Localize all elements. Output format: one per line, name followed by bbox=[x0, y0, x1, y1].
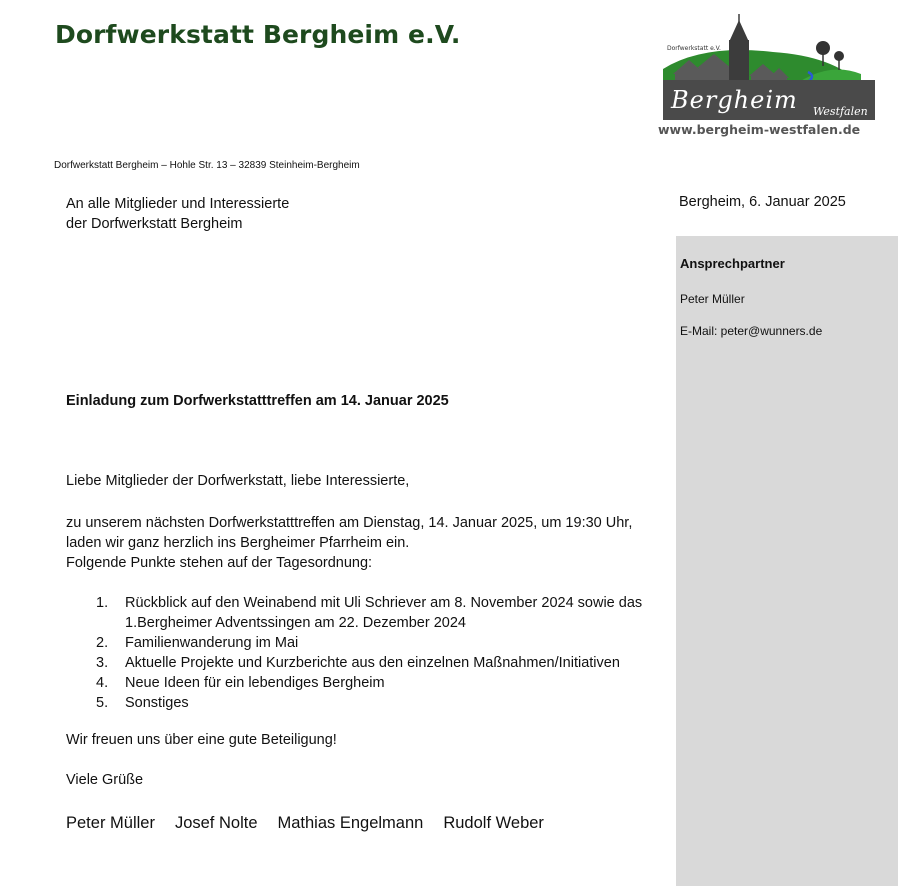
agenda-text: 1.Bergheimer Adventssingen am 22. Dezember 2024 bbox=[125, 615, 466, 631]
agenda-number: 4. bbox=[96, 675, 109, 691]
recipient-line: der Dorfwerkstatt Bergheim bbox=[66, 216, 243, 232]
agenda-number: 1. bbox=[96, 595, 109, 611]
logo-name-text: Bergheim bbox=[671, 86, 798, 114]
letter-date: Bergheim, 6. Januar 2025 bbox=[679, 194, 846, 210]
recipient-line: An alle Mitglieder und Interessierte bbox=[66, 196, 290, 212]
recipient-address bbox=[66, 194, 289, 234]
agenda-text: Aktuelle Projekte und Kurzberichte aus den einzelnen Maßnahmen/Initiativen bbox=[125, 655, 620, 671]
letter-intro bbox=[66, 513, 666, 573]
agenda-number: 5. bbox=[96, 695, 109, 711]
agenda-text: Familienwanderung im Mai bbox=[125, 635, 299, 651]
letter-regards: Viele Grüße bbox=[66, 772, 144, 788]
letter-closing: Wir freuen uns über eine gute Beteiligung! bbox=[66, 732, 337, 748]
agenda-item bbox=[66, 653, 666, 673]
organization-title: Dorfwerkstatt Bergheim e.V. bbox=[55, 20, 461, 49]
agenda-text: Rückblick auf den Weinabend mit Uli Schriever am 8. November 2024 sowie das bbox=[125, 595, 643, 611]
agenda-text: Neue Ideen für ein lebendiges Bergheim bbox=[125, 675, 385, 691]
intro-line: laden wir ganz herzlich ins Bergheimer Pfarrheim ein. bbox=[66, 535, 410, 551]
contact-email[interactable]: E-Mail: peter@wunners.de bbox=[680, 324, 823, 338]
logo-small-text: Dorfwerkstatt e.V. bbox=[667, 45, 721, 52]
agenda-item bbox=[66, 693, 666, 713]
bergheim-logo bbox=[663, 14, 875, 120]
intro-line: zu unserem nächsten Dorfwerkstatttreffen am Dienstag, 14. Januar 2025, um 19:30 Uhr, bbox=[66, 515, 633, 531]
signature-name: Peter Müller bbox=[66, 814, 155, 832]
signature-name: Mathias Engelmann bbox=[277, 814, 424, 832]
sender-address: Dorfwerkstatt Bergheim – Hohle Str. 13 – 32839 Steinheim-Bergheim bbox=[54, 160, 360, 171]
signature-name: Rudolf Weber bbox=[443, 814, 544, 832]
agenda-number: 2. bbox=[96, 635, 109, 651]
signature-name: Josef Nolte bbox=[174, 814, 258, 832]
agenda-number: 3. bbox=[96, 655, 109, 671]
logo-region-text: Westfalen bbox=[813, 105, 868, 118]
signature-names bbox=[66, 814, 564, 833]
agenda-text: Sonstiges bbox=[125, 695, 189, 711]
letter-subject: Einladung zum Dorfwerkstatttreffen am 14. Januar 2025 bbox=[66, 393, 449, 409]
website-link[interactable]: www.bergheim-westfalen.de bbox=[658, 122, 861, 137]
agenda-item bbox=[66, 633, 666, 653]
logo-tree-icon bbox=[816, 41, 830, 55]
contact-sidebar bbox=[676, 236, 898, 886]
agenda-item bbox=[66, 673, 666, 693]
intro-line: Folgende Punkte stehen auf der Tagesordnung: bbox=[66, 555, 373, 571]
letter-greeting: Liebe Mitglieder der Dorfwerkstatt, liebe Interessierte, bbox=[66, 473, 410, 489]
contact-name: Peter Müller bbox=[680, 292, 745, 306]
agenda-list bbox=[66, 593, 666, 713]
agenda-item bbox=[66, 593, 666, 633]
contact-title: Ansprechpartner bbox=[680, 256, 785, 271]
